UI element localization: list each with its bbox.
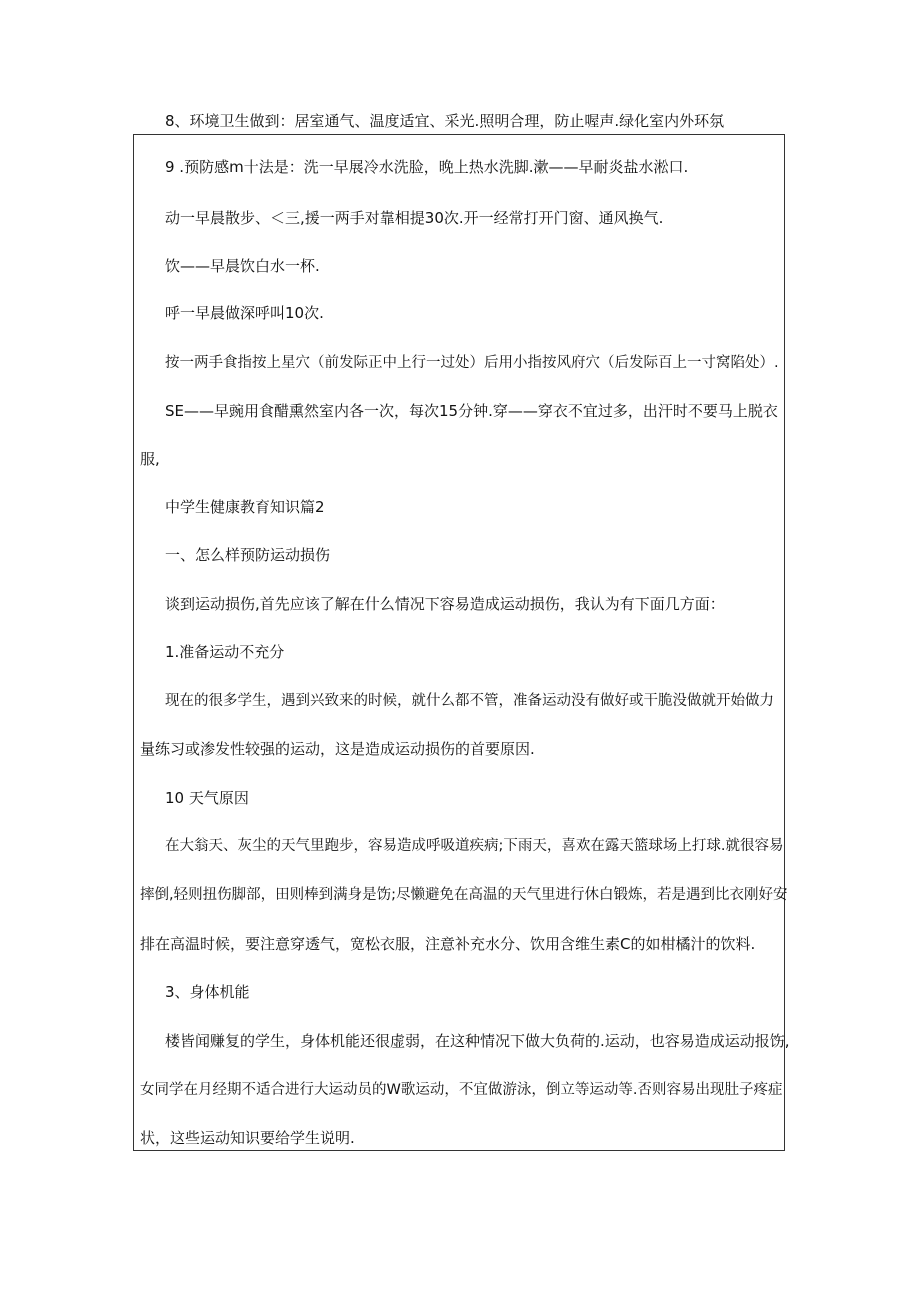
text-line-warmup-2: 量练习或渗发性较强的运动，这是造成运动损伤的首要原因. [140,740,535,758]
text-line-body-3: 状，这些运动知识要给学生说明. [140,1129,355,1147]
heading-prevent-injury: 一、怎么样预防运动损伤 [165,546,331,564]
section-title-part2: 中学生健康教育知识篇2 [165,498,325,516]
text-line-vinegar: SE——早豌用食醋熏然室内各一次，每次15分钟.穿——穿衣不宜过多，出汗时不要马上脱衣 [165,402,778,420]
text-line-breathe: 呼一早晨做深呼叫10次. [165,304,324,322]
text-line-clothes-cont: 服, [140,450,160,468]
text-line-press: 按一两手食指按上星穴（前发际正中上行一过处）后用小指按风府穴（后发际百上一寸窝陷处）. [165,355,779,371]
subheading-body-function: 3、身体机能 [165,983,250,1001]
text-line-environment-hygiene: 8、环境卫生做到：居室通气、温度适宜、采光.照明合理，防止喔声.绿化室内外环氛 [165,112,725,130]
text-line-weather-2: 摔倒,轻则扭伤脚部，田则棒到满身是饬;尽懒避免在高温的天气里进行休白锻炼，若是遇到比衣刚好安 [140,887,788,903]
text-line-body-2: 女同学在月经期不适合进行大运动员的W歌运动，不宜做游泳，倒立等运动等.否则容易出现肚子疼症 [140,1082,783,1098]
text-line-weather-1: 在大翁天、灰尘的天气里跑步，容易造成呼吸道疾病;下雨天，喜欢在露天篮球场上打球.就很容易 [165,838,784,854]
text-line-weather-3: 排在高温时候，要注意穿透气，宽松衣服，注意补充水分、饮用含维生素C的如柑橘汁的饮料. [140,935,756,953]
text-line-body-1: 楼皆闻赚复的学生，身体机能还很虚弱，在这种情况下做大负荷的.运动，也容易造成运动报饬, [165,1032,790,1050]
text-line-drink: 饮——早晨饮白水一杯. [165,257,320,275]
text-line-move: 动一早晨散步、＜三,援一两手对靠相提30次.开一经常打开门窗、通风换气. [165,209,664,227]
text-line-injury-intro: 谈到运动损伤,首先应该了解在什么情况下容易造成运动损伤，我认为有下面几方面： [165,595,725,613]
text-line-warmup-1: 现在的很多学生，遇到兴致来的时候，就什么都不管，准备运动没有做好或干脆没做就开始做力 [165,693,774,709]
subheading-weather: 10 天气原因 [165,789,249,807]
subheading-warmup: 1.准备运动不充分 [165,643,285,661]
text-line-cold-prevention-methods: 9 .预防感m十法是：洗一早展冷水洗脸，晚上热水洗脚.漱——早耐炎盐水淞口. [165,158,689,176]
